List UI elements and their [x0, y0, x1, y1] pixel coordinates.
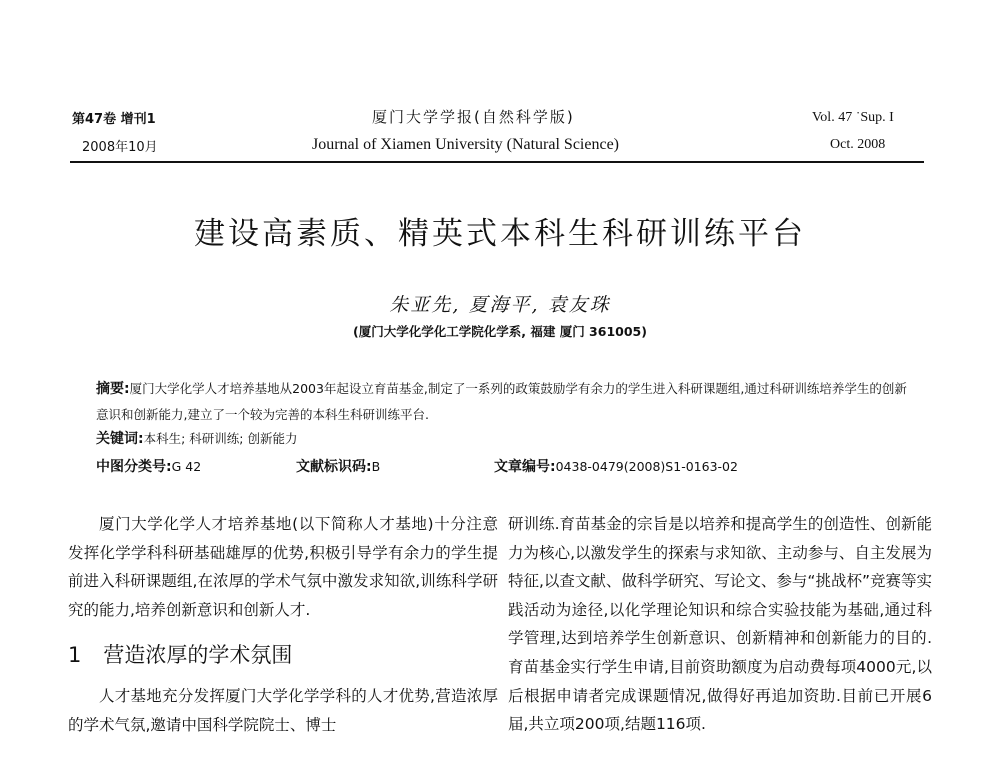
body-left-column	[68, 510, 498, 740]
header-journal-cn: 厦门大学学报(自然科学版)	[372, 108, 575, 126]
header-rule	[70, 161, 924, 163]
section-heading	[68, 638, 498, 672]
header-date-cn: 2008年10月	[82, 140, 158, 155]
clc-value: G 42	[171, 459, 202, 474]
paper-affiliation: (厦门大学化学化工学院化学系, 福建 厦门 361005)	[353, 324, 647, 339]
section-title: 营造浓厚的学术氛围	[103, 643, 293, 668]
clc-label: 中图分类号:	[96, 459, 172, 475]
header-volume-cn: 第47卷 增刊1	[72, 112, 156, 127]
header-volume-en: Vol. 47 ˙Sup. I	[812, 110, 894, 125]
article-number	[494, 456, 738, 476]
doc-code-label: 文献标识码:	[296, 459, 372, 475]
body-right-column	[508, 510, 932, 739]
section-number: 1	[68, 643, 82, 668]
abstract-text: 厦门大学化学人才培养基地从2003年起设立育苗基金,制定了一系列的政策鼓励学有余力的学生进入科研课题组,通过科研训练培养学生的创新意识和创新能力,建立了一个较为完善的本科生科研训练平台.	[96, 381, 907, 422]
header-journal-en: Journal of Xiamen University (Natural Science)	[312, 136, 620, 153]
header-date-en: Oct. 2008	[830, 137, 886, 152]
body-paragraph: 研训练.育苗基金的宗旨是以培养和提高学生的创造性、创新能力为核心,以激发学生的探索与求知欲、主动参与、自主发展为特征,以查文献、做科学研究、写论文、参与“挑战杯”竞赛等实践活动为途径,以化学理论知识和综合实验技能为基础,通过科学管理,达到培养学生创新意识、创新精神和创新能力的目的.育苗基金实行学生申请,目前资助额度为启动费每项4000元,以后根据申请者完成课题情况,做得好再追加资助.目前已开展6届,共立项200项,结题116项.	[508, 515, 932, 734]
body-paragraph: 人才基地充分发挥厦门大学化学学科的人才优势,营造浓厚的学术气氛,邀请中国科学院院士、博士	[68, 687, 498, 734]
article-number-label: 文章编号:	[494, 459, 556, 475]
paper-title: 建设高素质、精英式本科生科研训练平台	[194, 216, 806, 252]
keywords-text: 本科生; 科研训练; 创新能力	[143, 431, 298, 446]
doc-code-value: B	[371, 459, 381, 474]
clc-number	[96, 456, 201, 476]
keywords	[96, 428, 297, 448]
keywords-label: 关键词:	[96, 431, 144, 447]
paper-authors: 朱亚先, 夏海平, 袁友珠	[389, 294, 611, 316]
document-code	[296, 456, 380, 476]
body-paragraph: 厦门大学化学人才培养基地(以下简称人才基地)十分注意发挥化学学科科研基础雄厚的优势,积极引导学有余力的学生提前进入科研课题组,在浓厚的学术气氛中激发求知欲,训练科学研究的能力,培养创新意识和创新人才.	[68, 515, 498, 619]
article-number-value: 0438-0479(2008)S1-0163-02	[555, 459, 738, 474]
abstract-label: 摘要:	[96, 381, 130, 397]
abstract	[96, 376, 916, 427]
